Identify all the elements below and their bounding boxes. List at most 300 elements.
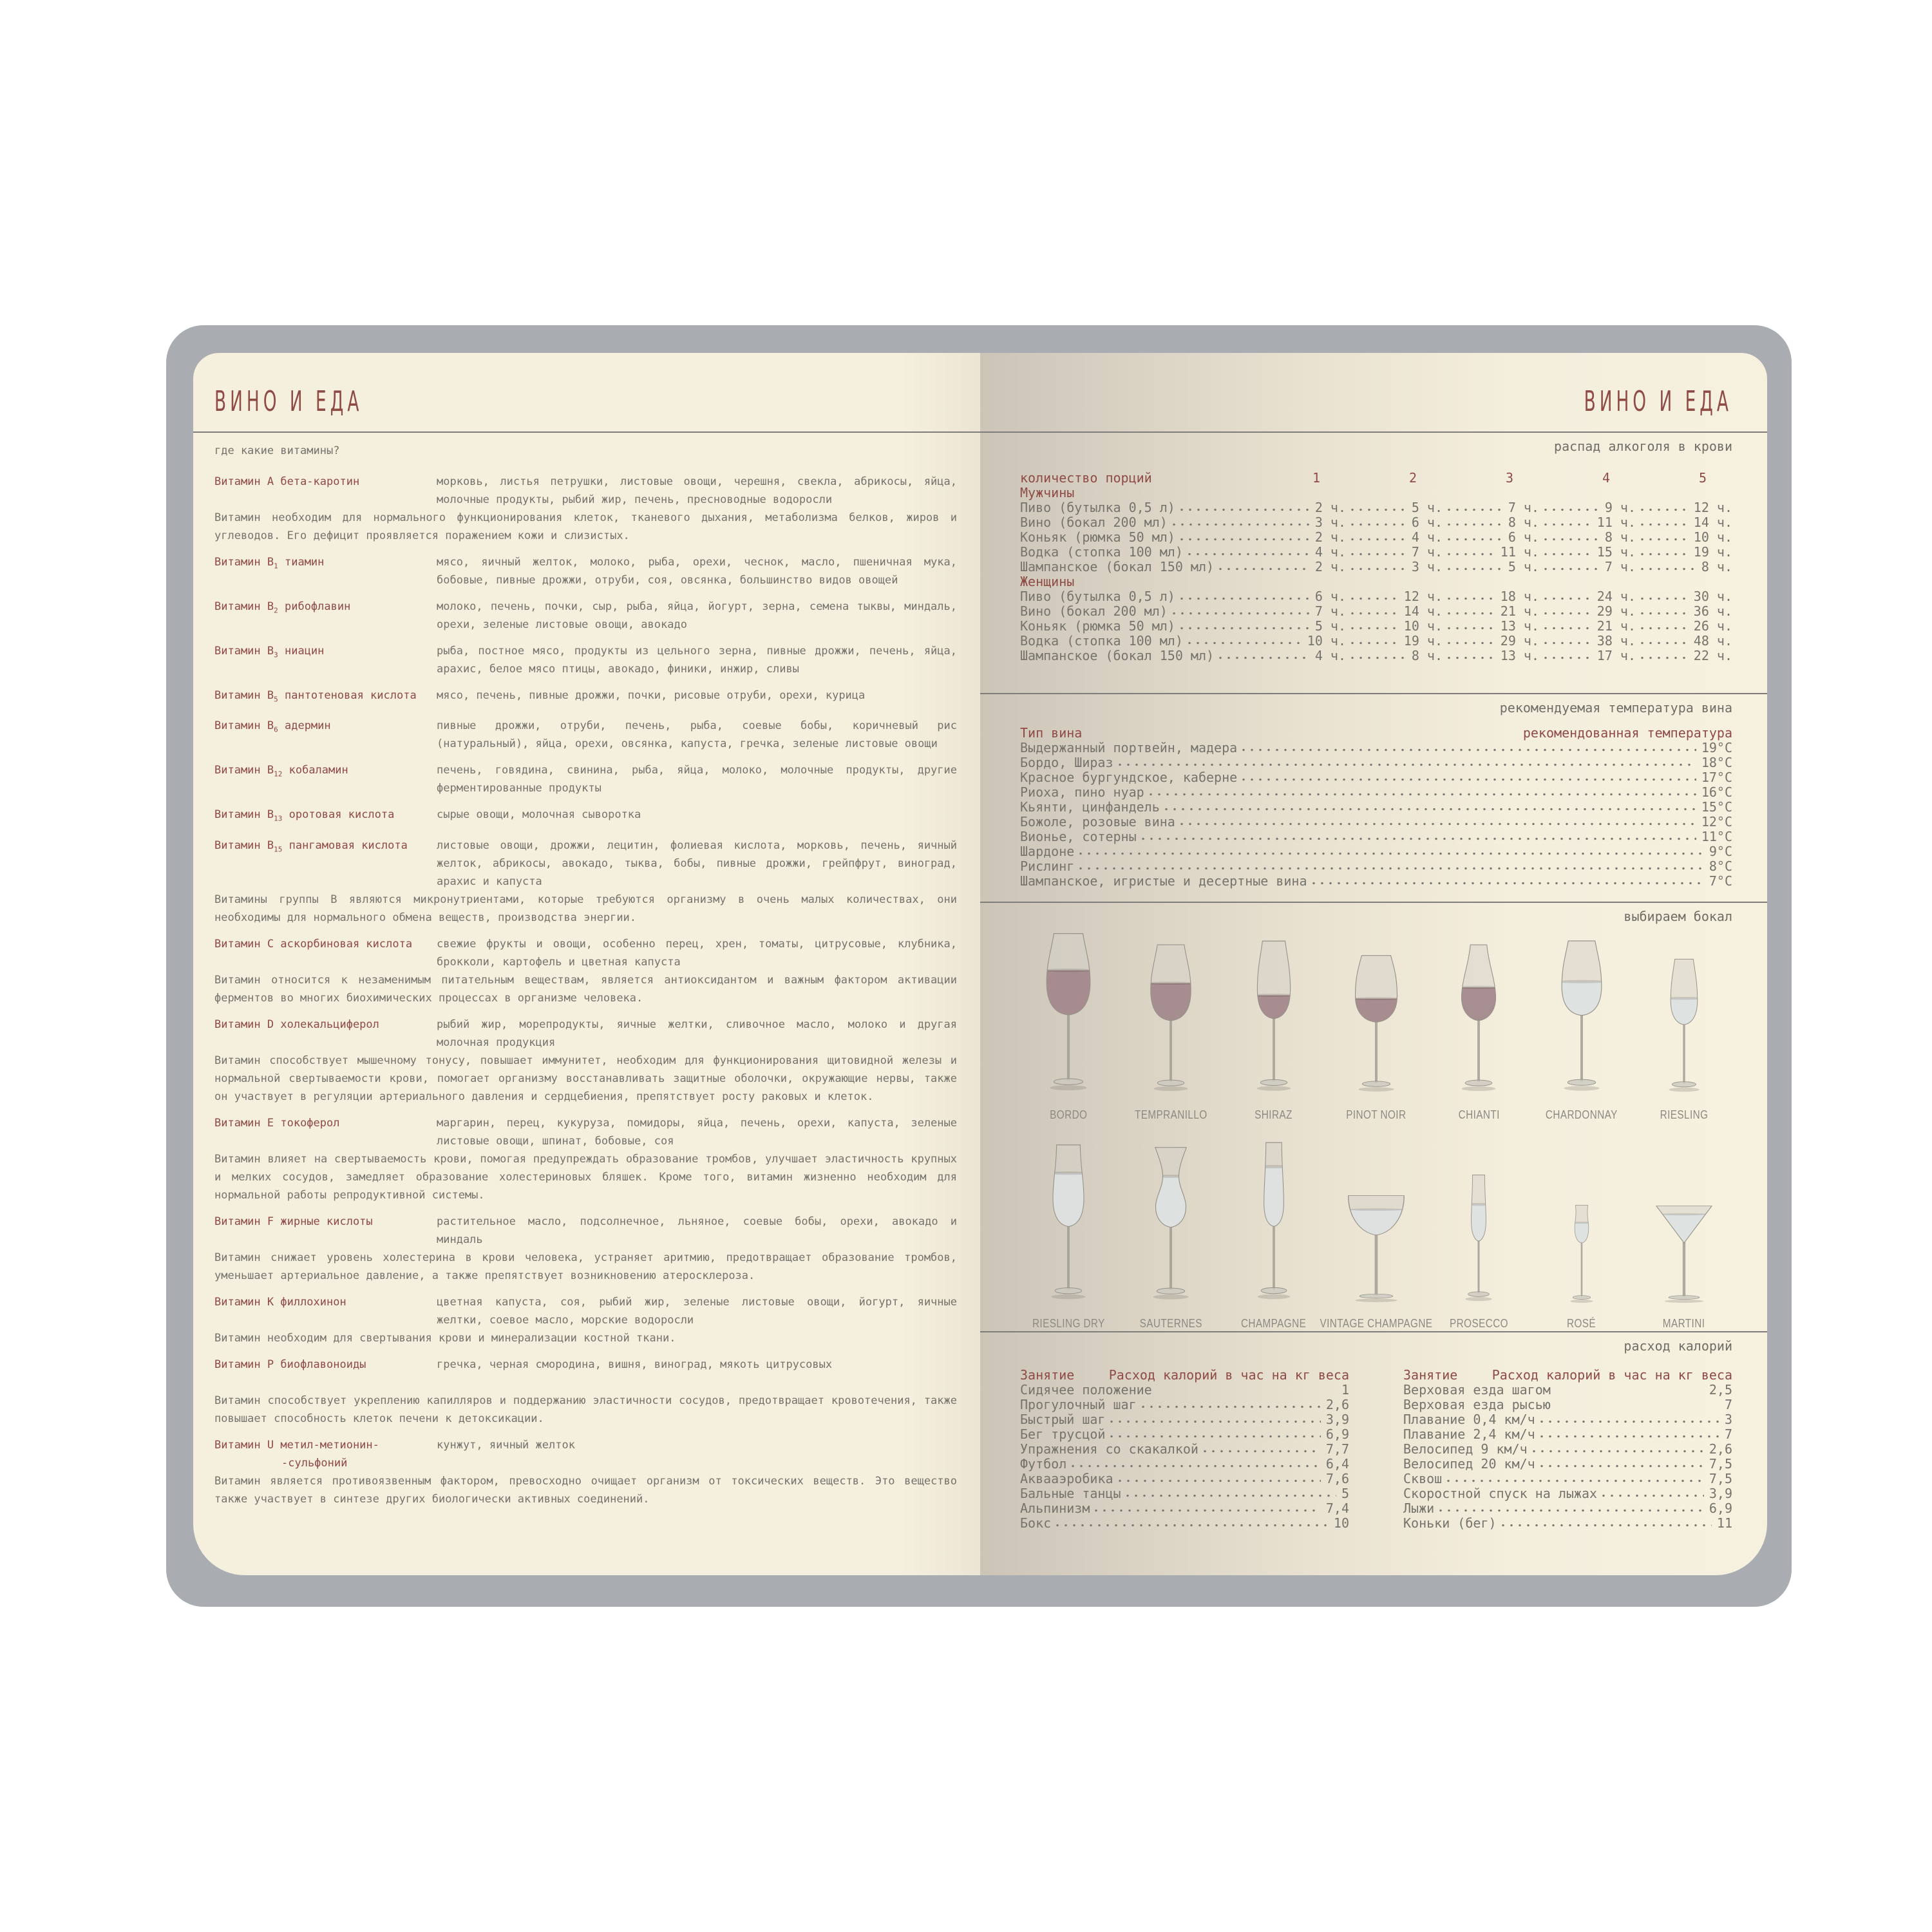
vitamin-row [214, 1016, 957, 1052]
glass-label [1455, 1108, 1504, 1122]
calorie-row-label: Велосипед 20 км/ч [1403, 1456, 1535, 1472]
temperature-value: 17°C [1701, 770, 1732, 785]
alcohol-cell [1168, 604, 1346, 619]
dot-leader [1351, 611, 1399, 616]
temperature-value: 19°C [1701, 740, 1732, 755]
glasses-row-1 [1020, 928, 1732, 1122]
vitamin-name: Витамин E токоферол [214, 1116, 340, 1130]
alcohol-value: 29 ч. [1596, 603, 1636, 619]
temperature-value: 16°C [1701, 784, 1732, 800]
dot-leader [1448, 552, 1495, 557]
calories-rows-right [1403, 1383, 1732, 1531]
calorie-row [1020, 1383, 1349, 1397]
alcohol-value: 8 ч. [1508, 515, 1539, 530]
alcohol-cell [1539, 560, 1636, 574]
alcohol-value: 7 ч. [1314, 603, 1346, 619]
dot-leader [1551, 1397, 1725, 1412]
glass-cell [1636, 1201, 1732, 1331]
calorie-value: 7,6 [1325, 1471, 1349, 1486]
temperature-value: 7°C [1709, 873, 1732, 889]
alcohol-cell [1443, 500, 1539, 515]
dot-leader [1351, 596, 1399, 601]
glass-label [1310, 1317, 1443, 1331]
temperature-row-label: Красное бургундское, каберне [1020, 770, 1238, 785]
calorie-value: 11 [1716, 1515, 1732, 1531]
glass-label [1235, 1317, 1312, 1331]
glass-cell [1636, 952, 1732, 1122]
alcohol-cell [1539, 634, 1636, 649]
calorie-row-label: Упражнения со скакалкой [1020, 1441, 1198, 1457]
vitamin-row [214, 473, 957, 509]
temperature-header-right: рекомендованная температура [1522, 725, 1732, 741]
alcohol-row [1020, 634, 1732, 649]
calorie-row [1403, 1397, 1732, 1412]
glass-label-text: PINOT NOIR [1346, 1108, 1406, 1121]
dot-leader [1544, 626, 1592, 631]
vitamin-entry [214, 642, 957, 678]
alcohol-row-label: Водка (стопка 100 мл) [1020, 633, 1183, 649]
glass-cell [1533, 1201, 1630, 1331]
alcohol-value: 4 ч. [1314, 648, 1346, 663]
glass-cell [1226, 936, 1322, 1122]
dot-leader [1439, 1508, 1704, 1513]
glass-label-text: MARTINI [1663, 1317, 1705, 1330]
calories-table [1020, 1368, 1732, 1531]
dot-leader [1150, 792, 1696, 797]
alcohol-cell [1636, 500, 1732, 515]
temperature-row [1020, 770, 1732, 785]
alcohol-cell [1346, 560, 1443, 574]
dot-leader [1641, 626, 1689, 631]
dot-leader [1502, 1523, 1712, 1528]
alcohol-cell [1443, 589, 1539, 604]
dot-leader [1540, 1464, 1704, 1469]
vitamin-entry [214, 1016, 957, 1106]
calorie-row [1020, 1501, 1349, 1516]
calories-column-right [1403, 1368, 1732, 1531]
vitamin-row [214, 1213, 957, 1249]
alcohol-cell [1175, 619, 1346, 634]
temperature-row [1020, 815, 1732, 829]
calorie-row-label: Бальные танцы [1020, 1486, 1121, 1501]
dot-leader [1544, 641, 1592, 646]
vitamin-name: Витамин D холекальциферол [214, 1018, 379, 1031]
dot-leader [1448, 656, 1495, 661]
vitamin-foods: растительное масло, подсолнечное, льняное, соевые бобы, орехи, авокадо и миндаль [437, 1215, 957, 1246]
calorie-row [1020, 1397, 1349, 1412]
alcohol-row [1020, 560, 1732, 574]
alcohol-cell [1636, 649, 1732, 663]
temperature-value: 11°C [1701, 829, 1732, 844]
calorie-row-label: Альпинизм [1020, 1501, 1090, 1516]
dot-leader [1448, 641, 1495, 646]
vitamin-row [214, 1356, 957, 1374]
calorie-value: 7,5 [1709, 1456, 1732, 1472]
alcohol-cell [1636, 560, 1732, 574]
alcohol-value: 8 ч. [1701, 559, 1732, 574]
dot-leader [1641, 611, 1689, 616]
calorie-row-label: Скоростной спуск на лыжах [1403, 1486, 1598, 1501]
temperature-row-label: Вионье, сотерны [1020, 829, 1137, 844]
alcohol-header-row [1020, 471, 1732, 486]
temperature-section-label: рекомендуемая температура вина [1499, 700, 1732, 715]
temperature-header-left: Тип вина [1020, 725, 1083, 741]
dot-leader [1351, 641, 1399, 646]
section-divider-1 [980, 693, 1767, 694]
alcohol-value: 22 ч. [1693, 648, 1732, 663]
dot-leader [1448, 567, 1503, 572]
wine-glass-icon [1338, 1189, 1414, 1309]
alcohol-row [1020, 604, 1732, 619]
calorie-row-label: Верховая езда шагом [1403, 1382, 1551, 1397]
calorie-value: 7 [1724, 1397, 1732, 1412]
calorie-value: 3,9 [1709, 1486, 1732, 1501]
temperature-row-label: Божоле, розовые вина [1020, 814, 1175, 829]
glass-label [1564, 1317, 1598, 1331]
temperature-row [1020, 785, 1732, 800]
alcohol-value: 18 ч. [1500, 589, 1539, 604]
vitamin-name: Витамин $B_3$ ниацин [214, 645, 325, 659]
calorie-row-label: Бокс [1020, 1515, 1052, 1531]
calorie-row-label: Аквааэробика [1020, 1471, 1113, 1486]
vitamin-entry [214, 1356, 957, 1428]
calorie-value: 6,9 [1325, 1426, 1349, 1442]
alcohol-row-label: Вино (бокал 200 мл) [1020, 603, 1168, 619]
glass-cell [1320, 1189, 1433, 1331]
vitamin-foods: сырые овощи, молочная сыворотка [437, 808, 641, 822]
vitamin-entry [214, 935, 957, 1007]
vitamin-foods: мясо, печень, пивные дрожжи, почки, рисовые отруби, орехи, курица [437, 689, 866, 702]
glass-cell [1430, 1171, 1527, 1331]
glass-label-text: TEMPRANILLO [1135, 1108, 1208, 1121]
dot-leader [1126, 1493, 1336, 1499]
alcohol-value: 5 ч. [1314, 618, 1346, 634]
alcohol-row-label: Водка (стопка 100 мл) [1020, 544, 1183, 560]
alcohol-col-number [1443, 471, 1539, 486]
wine-glass-icon [1549, 934, 1614, 1101]
alcohol-value: 13 ч. [1500, 648, 1539, 663]
temperature-row [1020, 829, 1732, 844]
vitamin-row [214, 1114, 957, 1150]
alcohol-group-label: Женщины [1020, 574, 1075, 589]
temperature-value: 12°C [1701, 814, 1732, 829]
glass-cell [1533, 934, 1630, 1122]
calorie-value: 3,9 [1325, 1412, 1349, 1427]
dot-leader [1641, 507, 1689, 513]
calorie-row [1403, 1516, 1732, 1531]
title-divider-right [980, 431, 1767, 433]
glass-cell [1020, 928, 1117, 1122]
temperature-value: 9°C [1709, 844, 1732, 859]
glass-label-text: RIESLING DRY [1032, 1317, 1105, 1330]
alcohol-value: 14 ч. [1403, 603, 1443, 619]
calorie-row-label: Бег трусцой [1020, 1426, 1106, 1442]
dot-leader [1079, 851, 1704, 857]
calorie-row [1403, 1383, 1732, 1397]
temperature-row [1020, 755, 1732, 770]
vitamin-description: Витамин снижает уровень холестерина в крови человека, устраняет аритмию, предотвращает образование тромбов, уменьшает артериальное давление, а также препятствует возникновению атеросклероза. [214, 1251, 957, 1282]
glass-label [1341, 1108, 1412, 1122]
alcohol-value: 19 ч. [1403, 633, 1443, 649]
glass-label-text: ROSÉ [1567, 1317, 1596, 1330]
alcohol-cell [1346, 545, 1443, 560]
dot-leader [1188, 641, 1302, 646]
calorie-value: 7,7 [1325, 1441, 1349, 1457]
alcohol-value: 29 ч. [1500, 633, 1539, 649]
page-right-title: ВИНО И ЕДА [1584, 385, 1732, 418]
vitamins-intro: где какие витамины? [214, 444, 340, 457]
alcohol-value: 24 ч. [1596, 589, 1636, 604]
dot-leader [1540, 1419, 1719, 1425]
alcohol-cell [1346, 515, 1443, 530]
dot-leader [1142, 1405, 1321, 1410]
alcohol-value: 7 ч. [1604, 559, 1636, 574]
dot-leader [1180, 537, 1310, 542]
alcohol-row [1020, 515, 1732, 530]
alcohol-value: 13 ч. [1500, 618, 1539, 634]
dot-leader [1540, 1434, 1719, 1439]
alcohol-cell [1443, 545, 1539, 560]
alcohol-value: 9 ч. [1604, 500, 1636, 515]
dot-leader [1173, 611, 1310, 616]
dot-leader [1448, 611, 1495, 616]
alcohol-value: 2 ч. [1314, 500, 1346, 515]
vitamin-entry [214, 806, 957, 828]
dot-leader [1351, 522, 1406, 527]
dot-leader [1351, 507, 1406, 513]
temperature-row-label: Риоха, пино нуар [1020, 784, 1144, 800]
vitamin-foods: маргарин, перец, кукуруза, помидоры, яйца, печень, орехи, капуста, зеленые листовые овощи, шпинат, бобовые, соя [437, 1116, 957, 1148]
dot-leader [1351, 567, 1406, 572]
dot-leader [1079, 866, 1704, 871]
vitamin-row [214, 837, 957, 891]
temperature-row-label: Кьянти, цинфандель [1020, 799, 1160, 815]
dot-leader [1544, 567, 1600, 572]
calorie-row-label: Верховая езда рысью [1403, 1397, 1551, 1412]
alcohol-cell [1539, 500, 1636, 515]
alcohol-row-label: Коньяк (рюмка 50 мл) [1020, 529, 1175, 545]
glass-label-text: RIESLING [1660, 1108, 1709, 1121]
temperature-row-label: Бордо, Шираз [1020, 755, 1113, 770]
alcohol-cell [1214, 560, 1346, 574]
calorie-value: 5 [1341, 1486, 1349, 1501]
alcohol-value: 36 ч. [1693, 603, 1732, 619]
glass-label-text: SAUTERNES [1139, 1317, 1203, 1330]
vitamin-foods: цветная капуста, соя, рыбий жир, зеленые листовые овощи, йогурт, яичные желтки, соевое масло, морские водоросли [437, 1295, 957, 1327]
vitamin-entry [214, 553, 957, 589]
dot-leader [1448, 522, 1503, 527]
alcohol-row [1020, 619, 1732, 634]
vitamin-description: Витамины группы B являются микронутриентами, которые требуются организму в очень малых количествах, они необходимы для нормального обмена веществ, производства энергии. [214, 893, 957, 924]
alcohol-col-number [1346, 471, 1443, 486]
glasses-chart [1020, 928, 1732, 1331]
alcohol-col-header: количество порций [1020, 470, 1152, 486]
calorie-row-label: Плавание 2,4 км/ч [1403, 1426, 1535, 1442]
dot-leader [1533, 1449, 1704, 1454]
calorie-row-label: Сидячее положение [1020, 1382, 1152, 1397]
dot-leader [1242, 777, 1696, 782]
wine-glass-icon [1649, 1201, 1719, 1309]
wine-glass-icon [1037, 1141, 1099, 1309]
vitamin-name: Витамин F жирные кислоты [214, 1215, 373, 1228]
dot-leader [1448, 626, 1495, 631]
alcohol-value: 21 ч. [1596, 618, 1636, 634]
calorie-row-label: Прогулочный шаг [1020, 1397, 1137, 1412]
dot-leader [1072, 1464, 1321, 1469]
wine-glass-icon [1344, 949, 1408, 1101]
vitamin-name: Витамин $B_5$ пантотеновая кислота [214, 689, 417, 704]
glass-label [1046, 1108, 1091, 1122]
calorie-row [1020, 1457, 1349, 1472]
alcohol-col-number [1539, 471, 1636, 486]
dot-leader [1152, 1383, 1341, 1397]
vitamin-name-line2: -сульфоний [281, 1456, 348, 1470]
temperature-row-label: Шампанское, игристые и десертные вина [1020, 873, 1307, 889]
alcohol-value: 6 ч. [1314, 589, 1346, 604]
vitamin-list [214, 473, 957, 1508]
vitamin-foods: молоко, печень, почки, сыр, рыба, яйца, йогурт, зерна, семена тыквы, миндаль, орехи, зеленые листовые овощи, авокадо [437, 600, 957, 631]
dot-leader [1180, 822, 1696, 827]
calorie-value: 7,5 [1709, 1471, 1732, 1486]
dot-leader [1641, 656, 1689, 661]
alcohol-cell [1346, 604, 1443, 619]
calories-header-label: Занятие [1403, 1367, 1458, 1383]
alcohol-row [1020, 530, 1732, 545]
alcohol-cell [1636, 589, 1732, 604]
temperature-row [1020, 874, 1732, 889]
calorie-row [1403, 1442, 1732, 1457]
dot-leader [1448, 537, 1503, 542]
alcohol-cell [1346, 500, 1443, 515]
glass-cell [1226, 1139, 1322, 1331]
vitamin-entry [214, 1213, 957, 1285]
col-number-value: 2 [1408, 470, 1417, 486]
vitamin-entry [214, 1436, 957, 1508]
alcohol-value: 10 ч. [1693, 529, 1732, 545]
dot-leader [1544, 522, 1592, 527]
alcohol-value: 38 ч. [1596, 633, 1636, 649]
glass-cell [1020, 1141, 1117, 1331]
glass-label [1659, 1317, 1709, 1331]
alcohol-cell [1443, 560, 1539, 574]
alcohol-cell [1636, 634, 1732, 649]
vitamin-row [214, 598, 957, 634]
vitamin-name: Витамин P биофлавоноиды [214, 1358, 366, 1371]
vitamin-row [214, 1436, 957, 1472]
dot-leader [1602, 1493, 1704, 1499]
calorie-row-label: Плавание 0,4 км/ч [1403, 1412, 1535, 1427]
calorie-row-label: Сквош [1403, 1471, 1443, 1486]
temperature-table [1020, 726, 1732, 889]
wine-glass-icon [1454, 1171, 1503, 1309]
temperature-row [1020, 859, 1732, 874]
vitamin-row [214, 553, 957, 589]
alcohol-value: 7 ч. [1508, 500, 1539, 515]
alcohol-cell [1539, 619, 1636, 634]
glass-label [1134, 1317, 1208, 1331]
vitamin-foods: морковь, листья петрушки, листовые овощи, черешня, свекла, абрикосы, яйца, молочные продукты, рыбий жир, печень, пресноводные водоросли [437, 475, 957, 506]
alcohol-cell [1214, 649, 1346, 663]
dot-leader [1351, 656, 1406, 661]
temperature-rows [1020, 741, 1732, 889]
alcohol-row-label: Коньяк (рюмка 50 мл) [1020, 618, 1175, 634]
dot-leader [1351, 552, 1406, 557]
calories-header-label: Занятие [1020, 1367, 1075, 1383]
alcohol-value: 8 ч. [1604, 529, 1636, 545]
dot-leader [1056, 1523, 1329, 1528]
vitamin-foods: листовые овощи, дрожжи, лецитин, фолиевая кислота, морковь, печень, яичный желток, абрикосы, авокадо, тыква, бобы, пивные дрожжи, грейпфрут, виноград, арахис и капуста [437, 838, 957, 888]
calorie-row-label: Футбол [1020, 1456, 1067, 1472]
alcohol-cell [1443, 649, 1539, 663]
dot-leader [1544, 507, 1600, 513]
temperature-value: 15°C [1701, 799, 1732, 815]
alcohol-value: 4 ч. [1314, 544, 1346, 560]
dot-leader [1095, 1508, 1321, 1513]
calorie-row [1403, 1486, 1732, 1501]
wine-glass-icon [1656, 952, 1712, 1101]
calories-header [1020, 1368, 1349, 1383]
vitamin-row [214, 761, 957, 797]
calorie-row [1020, 1412, 1349, 1427]
alcohol-value: 10 ч. [1307, 633, 1346, 649]
calorie-value: 2,6 [1709, 1441, 1732, 1457]
alcohol-value: 48 ч. [1693, 633, 1732, 649]
dot-leader [1204, 1449, 1321, 1454]
alcohol-cell [1636, 545, 1732, 560]
calorie-row [1403, 1457, 1732, 1472]
alcohol-row [1020, 649, 1732, 663]
alcohol-cell [1539, 649, 1636, 663]
vitamin-entry [214, 598, 957, 634]
vitamin-entry [214, 473, 957, 545]
dot-leader [1312, 881, 1704, 886]
dot-leader [1641, 522, 1689, 527]
dot-leader [1641, 552, 1689, 557]
dot-leader [1641, 596, 1689, 601]
calorie-row-label: Быстрый шаг [1020, 1412, 1106, 1427]
vitamin-description: Витамин необходим для свертывания крови и минерализации костной ткани. [214, 1331, 676, 1345]
wine-glass-icon [1139, 1143, 1203, 1309]
notebook-spread [193, 353, 1767, 1575]
alcohol-cell [1443, 634, 1539, 649]
alcohol-value: 6 ч. [1508, 529, 1539, 545]
alcohol-table [1020, 471, 1732, 663]
alcohol-cell [1175, 530, 1346, 545]
dot-leader [1219, 567, 1310, 572]
wine-glass-icon [1448, 940, 1510, 1101]
alcohol-cell [1443, 619, 1539, 634]
alcohol-cell [1443, 530, 1539, 545]
calories-rows-left [1020, 1383, 1349, 1531]
vitamin-name: Витамин $B_{13}$ оротовая кислота [214, 808, 395, 823]
alcohol-cell [1636, 530, 1732, 545]
temperature-row-label: Рислинг [1020, 858, 1075, 874]
dot-leader [1544, 611, 1592, 616]
calorie-row [1020, 1427, 1349, 1442]
calories-header-value: Расход калорий в час на кг веса [1492, 1367, 1732, 1383]
temperature-header [1020, 726, 1732, 741]
glass-cell [1122, 1143, 1219, 1331]
dot-leader [1447, 1479, 1704, 1484]
col-number-value: 1 [1312, 470, 1320, 486]
alcohol-row-label: Пиво (бутылка 0,5 л) [1020, 589, 1175, 604]
alcohol-cell [1539, 515, 1636, 530]
temperature-row [1020, 741, 1732, 755]
dot-leader [1551, 1383, 1709, 1397]
calorie-row [1020, 1472, 1349, 1486]
calorie-value: 1 [1341, 1382, 1349, 1397]
dot-leader [1641, 537, 1689, 542]
